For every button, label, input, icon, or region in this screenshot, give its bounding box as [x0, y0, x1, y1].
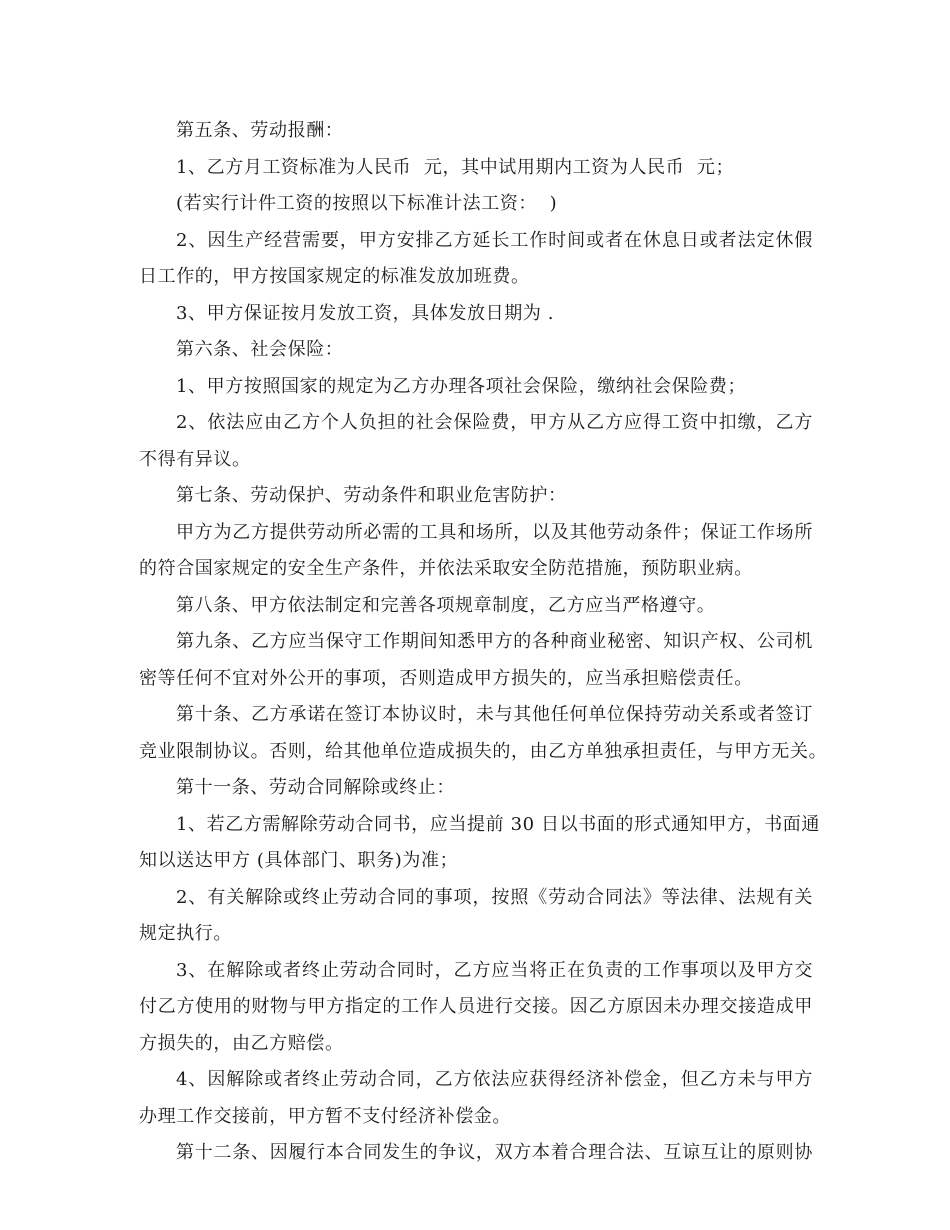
document-line: 第七条、劳动保护、劳动条件和职业危害防护：	[176, 485, 567, 506]
document-line: (若实行计件工资的按照以下标准计法工资： )	[176, 193, 558, 214]
document-line: 付乙方使用的财物与甲方指定的工作人员进行交接。因乙方原因未办理交接造成甲	[139, 996, 813, 1017]
document-line: 2、因生产经营需要，甲方安排乙方延长工作时间或者在休息日或者法定休假	[176, 229, 813, 251]
document-line: 日工作的，甲方按国家规定的标准发放加班费。	[139, 266, 530, 287]
document-line: 甲方为乙方提供劳动所必需的工具和场所，以及其他劳动条件；保证工作场所	[176, 521, 813, 543]
document-line: 方损失的，由乙方赔偿。	[139, 1032, 344, 1054]
document-line: 4、因解除或者终止劳动合同，乙方依法应获得经济补偿金，但乙方未与甲方	[176, 1069, 813, 1090]
document-line: 第十二条、因履行本合同发生的争议，双方本着合理合法、互谅互让的原则协	[176, 1142, 813, 1163]
document-line: 第八条、甲方依法制定和完善各项规章制度，乙方应当严格遵守。	[176, 594, 716, 616]
document-line: 知以送达甲方 (具体部门、职务)为准；	[139, 850, 459, 871]
document-line: 1、甲方按照国家的规定为乙方办理各项社会保险，缴纳社会保险费；	[176, 375, 747, 397]
document-line: 3、甲方保证按月发放工资，具体发放日期为 .	[176, 302, 555, 324]
document-line: 2、依法应由乙方个人负担的社会保险费，甲方从乙方应得工资中扣缴，乙方	[176, 412, 813, 433]
document-line: 1、若乙方需解除劳动合同书，应当提前 30 日以书面的形式通知甲方，书面通	[176, 813, 820, 835]
document-line: 竞业限制协议。否则，给其他单位造成损失的，由乙方单独承担责任，与甲方无关。	[139, 740, 828, 762]
document-line: 办理工作交接前，甲方暂不支付经济补偿金。	[139, 1105, 511, 1127]
document-line: 第六条、社会保险：	[176, 339, 344, 360]
document-line: 2、有关解除或终止劳动合同的事项，按照《劳动合同法》等法律、法规有关	[176, 886, 813, 908]
document-line: 3、在解除或者终止劳动合同时，乙方应当将正在负责的工作事项以及甲方交	[176, 959, 813, 981]
document-line: 第九条、乙方应当保守工作期间知悉甲方的各种商业秘密、知识产权、公司机	[176, 631, 813, 652]
document-line: 的符合国家规定的安全生产条件，并依法采取安全防范措施，预防职业病。	[139, 558, 753, 579]
document-line: 密等任何不宜对外公开的事项，否则造成甲方损失的，应当承担赔偿责任。	[139, 667, 753, 689]
document-line: 不得有异议。	[139, 448, 251, 470]
document-line: 第十条、乙方承诺在签订本协议时，未与其他任何单位保持劳动关系或者签订	[176, 704, 813, 725]
document-line: 第五条、劳动报酬：	[176, 120, 344, 141]
document-line: 规定执行。	[139, 923, 232, 944]
document-body	[139, 113, 828, 1172]
document-line: 1、乙方月工资标准为人民币 元，其中试用期内工资为人民币 元；	[176, 156, 735, 178]
document-line: 第十一条、劳动合同解除或终止：	[176, 777, 455, 798]
